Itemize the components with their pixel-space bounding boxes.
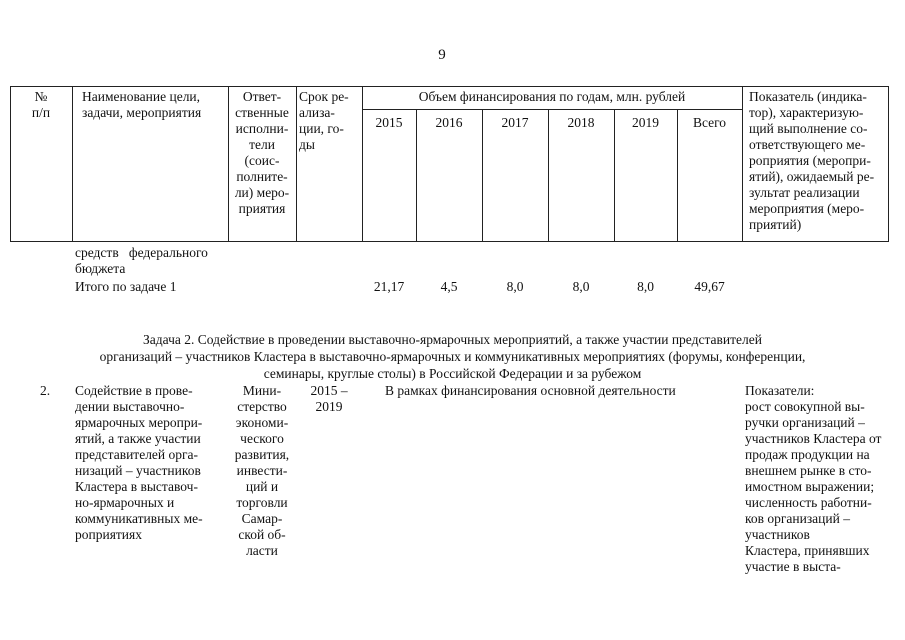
header-year: 2016 bbox=[435, 115, 463, 130]
total-value: 21,17 bbox=[373, 279, 405, 294]
total-value: 4,5 bbox=[440, 279, 458, 294]
header-responsible: Ответ- ственные исполни- тели (соис- полните- ли) меро- приятия bbox=[234, 89, 290, 216]
total-value: 49,67 bbox=[694, 279, 725, 294]
total-value: 8,0 bbox=[637, 279, 654, 294]
row-number: 2. bbox=[40, 383, 51, 398]
row-indicators: Показатели: рост совокупной вы- ручки организаций – участников Кластера от продаж продукции на внешнем рынке в сто- имостном выражении; численность работни- ков организаций – участников Кластера, принявших участие в выста- bbox=[745, 383, 882, 574]
task2-heading: Задача 2. Содействие в проведении выставочно-ярмарочных мероприятий, а также участии представителей организаций – участников Кластера в выставочно-ярмарочных и коммуникативных мероприятиях (форумы, конференции, семинары, круглые столы) в Российской Федерации и за рубежом bbox=[99, 332, 806, 381]
total-value: 8,0 bbox=[572, 279, 590, 294]
header-year: 2018 bbox=[567, 115, 595, 130]
row-name: Содействие в прове- дении выставочно- ярмарочных меропри- ятий, а также участии представителей орга- низаций – участников Кластера в выставоч- но-ярмарочных и коммуникативных ме- роприятиях bbox=[75, 383, 203, 542]
header-indicator: Показатель (индика- тор), характеризую- щий выполнение со- ответствующего ме- роприятия (меропри- ятий), ожидаемый ре- зультат реализации мероприятия (меро- приятий) bbox=[749, 89, 875, 232]
header-year: 2017 bbox=[501, 115, 529, 130]
header-total: Всего bbox=[692, 115, 727, 130]
header-num: № п/п bbox=[31, 89, 51, 120]
header-term: Срок ре- ализа- ции, го- ды bbox=[299, 89, 349, 152]
continuation-text: средств федерального бюджета bbox=[75, 245, 208, 276]
header-year: 2019 bbox=[632, 115, 659, 130]
row-term: 2015 – 2019 bbox=[310, 383, 348, 414]
row-responsible: Мини- стерство экономи- ческого развития, инвести- ций и торговли Самар- ской об- ласти bbox=[234, 383, 290, 558]
header-year: 2015 bbox=[375, 115, 403, 130]
total-label: Итого по задаче 1 bbox=[75, 279, 177, 294]
row-financing: В рамках финансирования основной деятельности bbox=[385, 383, 676, 398]
total-value: 8,0 bbox=[506, 279, 524, 294]
header-name: Наименование цели, задачи, мероприятия bbox=[82, 89, 202, 120]
page-number: 9 bbox=[438, 47, 446, 63]
header-financing: Объем финансирования по годам, млн. рублей bbox=[418, 89, 686, 104]
